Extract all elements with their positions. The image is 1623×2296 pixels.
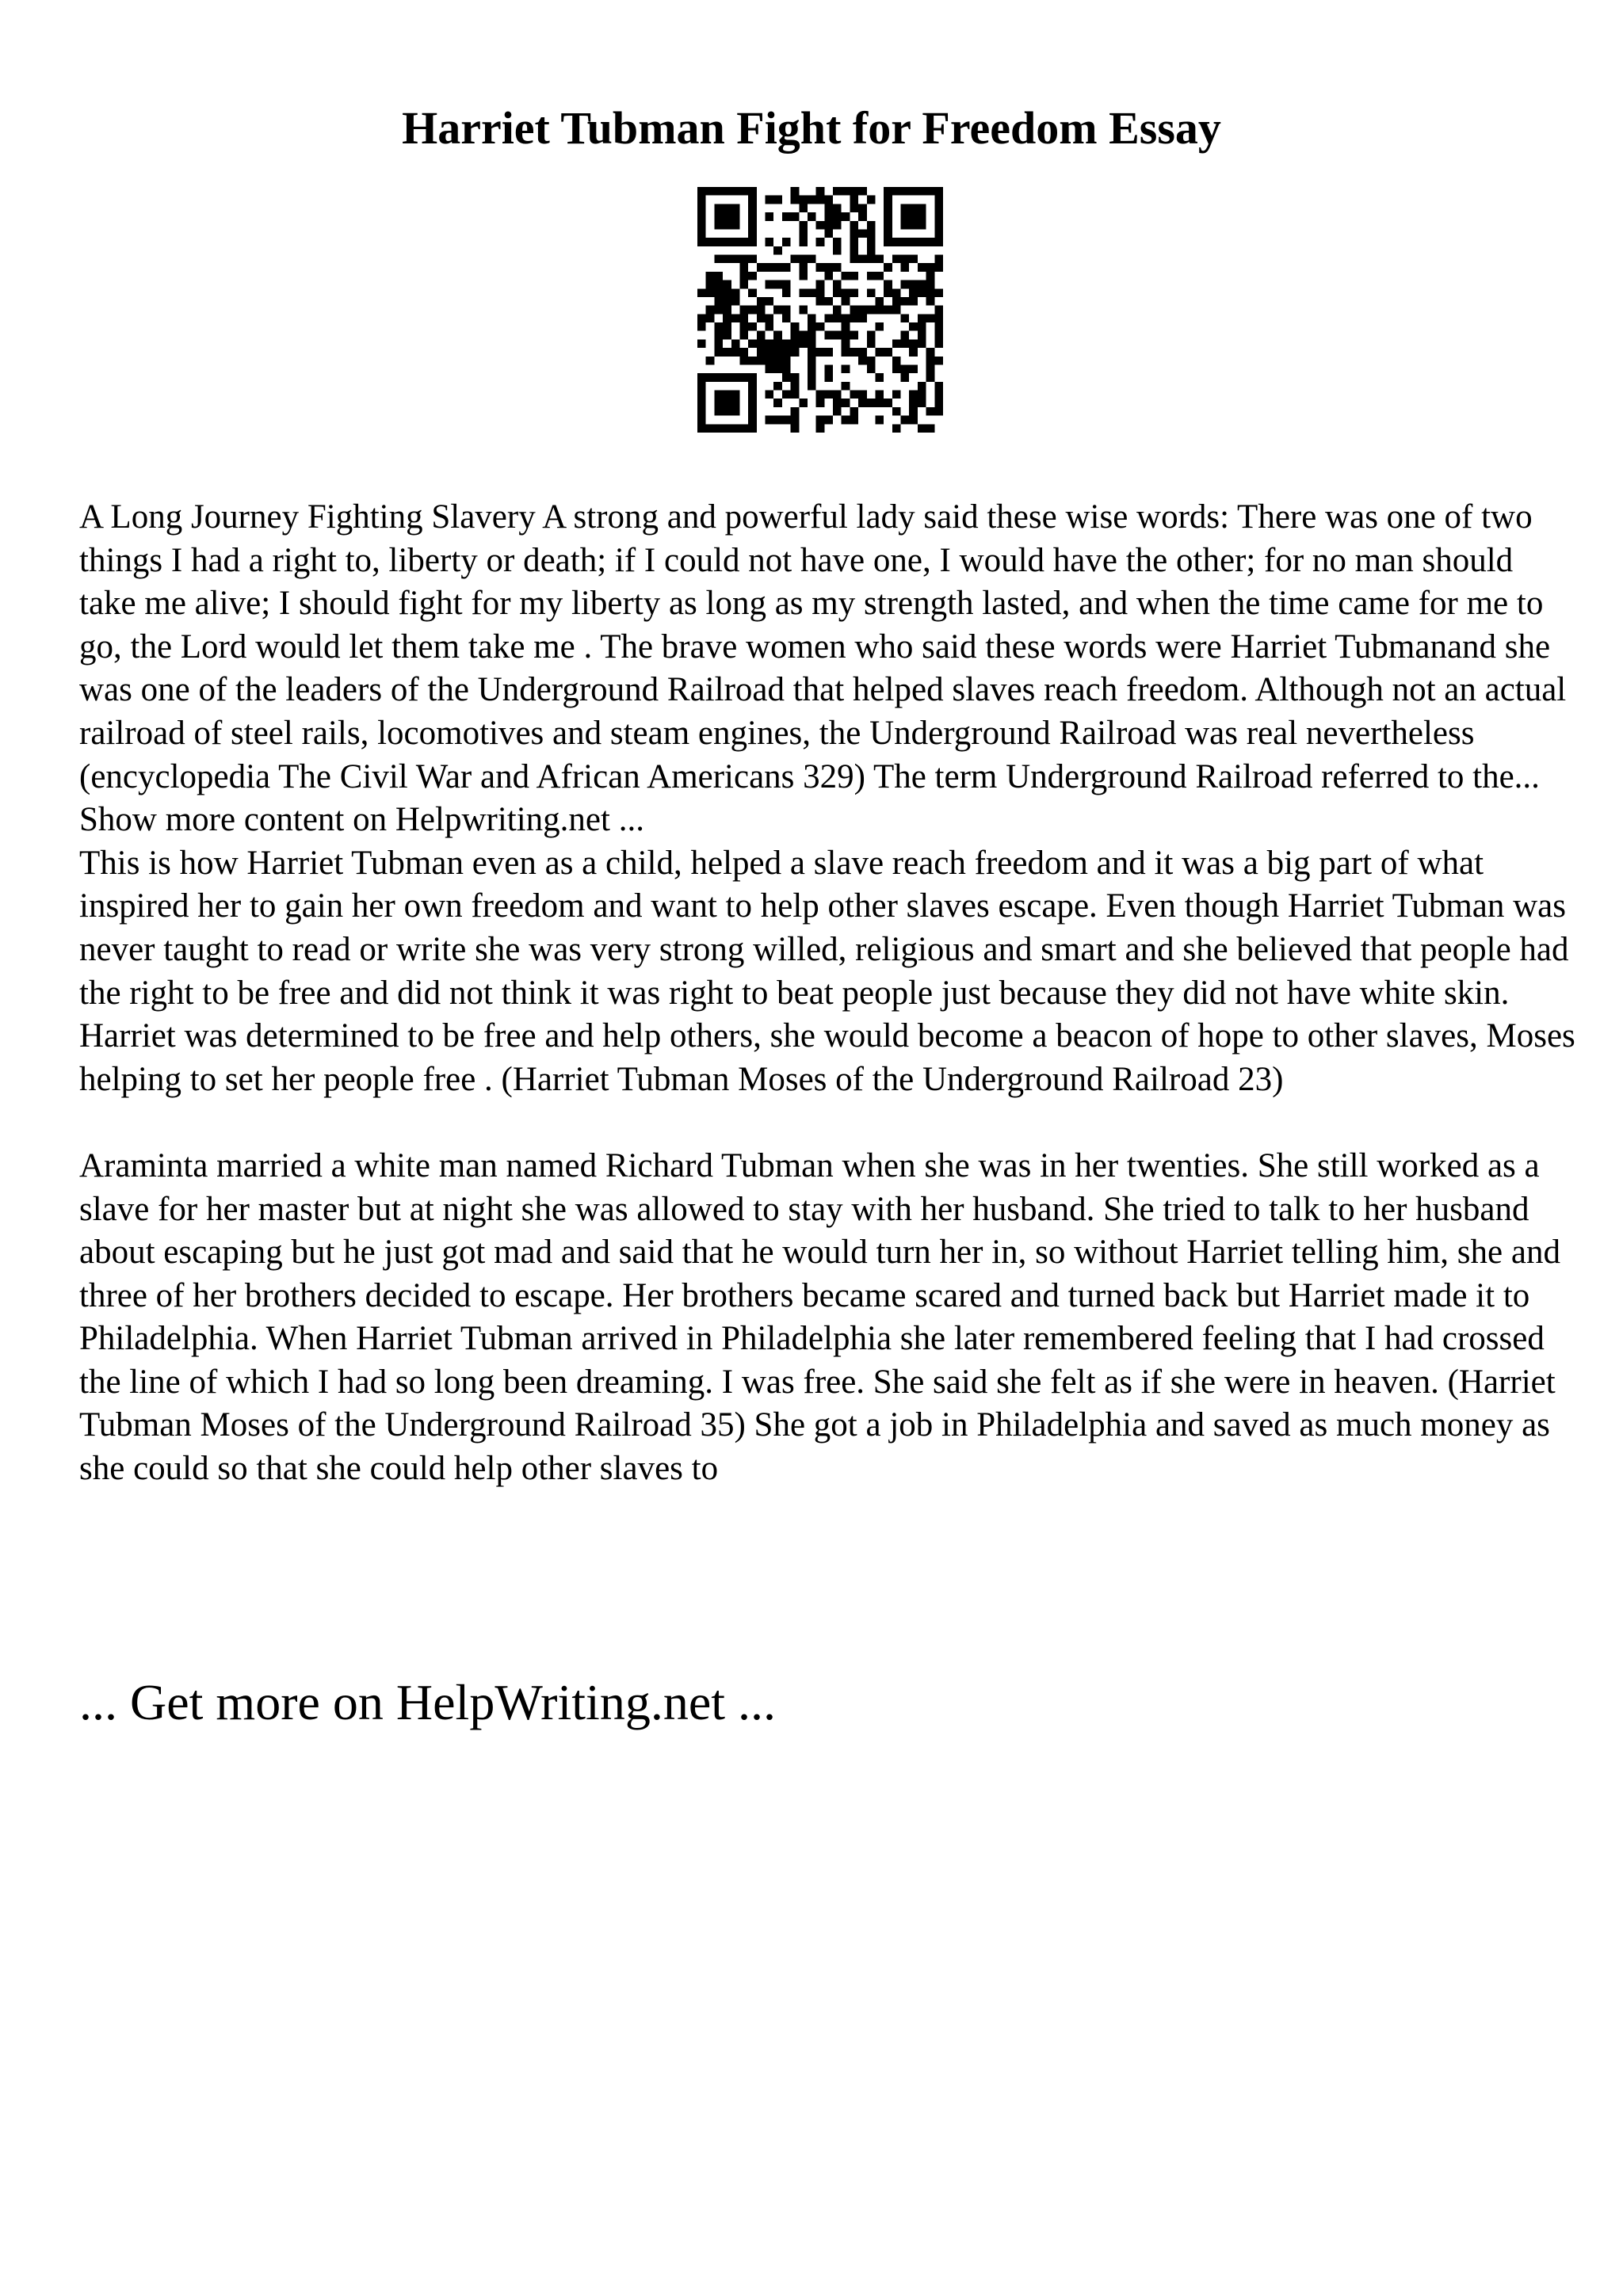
page-title: Harriet Tubman Fight for Freedom Essay	[402, 102, 1221, 154]
essay-paragraph: Araminta married a white man named Richard Tubman when she was in her twenties. She still worked as a slave for her master but at night she was allowed to stay with her husband. She tried to talk to her husband about escaping but he just got mad and said that he would turn her in, so without Harriet telling him, she and three of her brothers decided to escape. Her brothers became scared and turned back but Harriet made it to Philadelphia. When Harriet Tubman arrived in Philadelphia she later remembered feeling that I had crossed the line of which I had so long been dreaming. I was free. She said she felt as if she were in heaven. (Harriet Tubman Moses of the Underground Railroad 35) She got a job in Philadelphia and saved as much money as she could so that she could help other slaves to	[79, 1146, 1560, 1488]
essay-paragraph: This is how Harriet Tubman even as a child, helped a slave reach freedom and it was a big part of what inspired her to gain her own freedom and want to help other slaves escape. Even though Harriet Tubman was never taught to read or write she was very strong willed, religious and smart and she believed that people had the right to be free and did not think it was right to beat people just because they did not have white skin. Harriet was determined to be free and help others, she would become a beacon of hope to other slaves, Moses helping to set her people free . (Harriet Tubman Moses of the Underground Railroad 23)	[79, 844, 1575, 1098]
essay-body	[79, 496, 1577, 1491]
essay-paragraph: A Long Journey Fighting Slavery A strong and powerful lady said these wise words: There was one of two things I had a right to, liberty or death; if I could not have one, I would have the other; for no man should take me alive; I should fight for my liberty as long as my strength lasted, and when the time came for me to go, the Lord would let them take me . The brave women who said these words were Harriet Tubmanand she was one of the leaders of the Underground Railroad that helped slaves reach freedom. Although not an actual railroad of steel rails, locomotives and steam engines, the Underground Railroad was real nevertheless (encyclopedia The Civil War and African Americans 329) The term Underground Railroad referred to the... Show more content on Helpwriting.net ...	[79, 498, 1567, 839]
get-more-link[interactable]: ... Get more on HelpWriting.net ...	[79, 1674, 776, 1730]
qr-code-icon	[697, 187, 943, 433]
